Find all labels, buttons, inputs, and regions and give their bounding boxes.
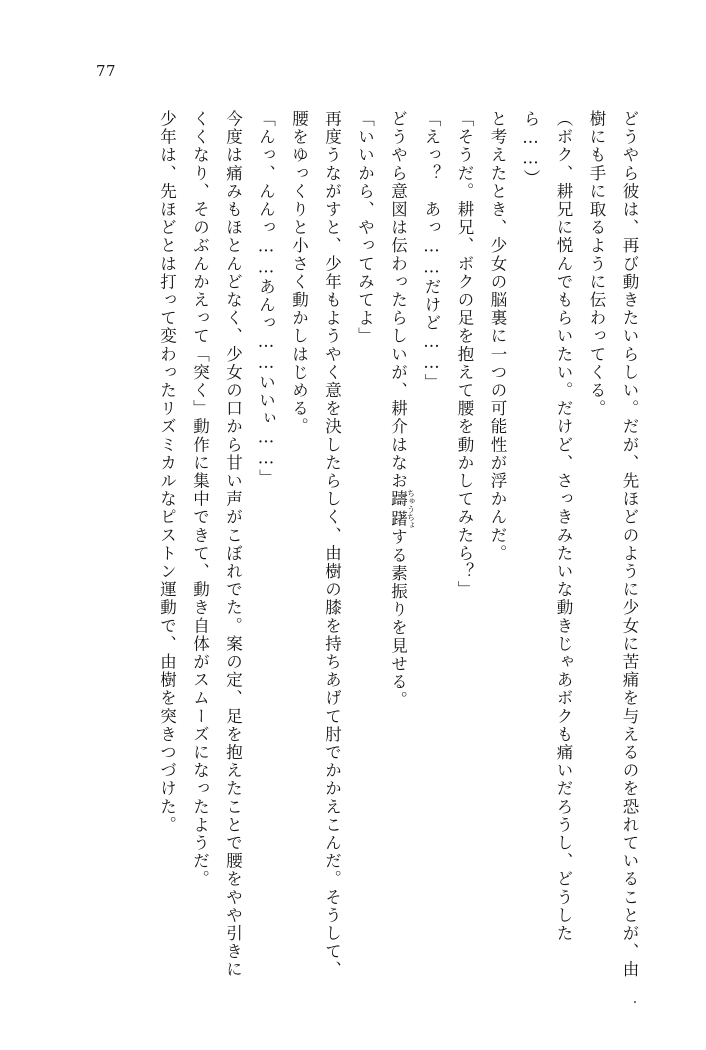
ruby-base: 躊躇 bbox=[388, 489, 408, 530]
page-body-text bbox=[46, 110, 646, 990]
ruby-text: ちゅうちょ bbox=[406, 489, 416, 530]
paragraph: 「んっ、んんっ……あんっ……いいぃ……」 bbox=[256, 110, 276, 487]
ruby-annotation bbox=[388, 489, 416, 530]
paragraph: 「えっ？ あっ……だけど……」 bbox=[422, 110, 441, 392]
paragraph: 再度うながすと、少年もようやく意を決したらしく、由樹の膝を持ちあげて肘でかかえこんだ。そうして、腰をゆっくりと小さく動かしはじめる。 bbox=[289, 110, 342, 979]
paragraph: どうやら彼は、再び動きたいらしい。だが、先ほどのように少女に苦痛を与えるのを恐れていることが、由樹にも手に取るように伝わってくる。 bbox=[587, 110, 639, 979]
page-corner-mark bbox=[634, 1001, 636, 1003]
paragraph: 「そうだ。耕兄、ボクの足を抱えて腰を動かしてみたら？」 bbox=[455, 110, 474, 599]
paragraph: 「いいから、やってみてよ」 bbox=[355, 110, 375, 346]
paragraph-text-after-ruby: する素振りを見せる。 bbox=[388, 528, 408, 710]
paragraph-with-ruby bbox=[382, 110, 416, 990]
paragraph-text-before-ruby: どうやら意図は伝わったらしいが、耕介はなお bbox=[388, 110, 408, 491]
paragraph: 今度は痛みもほとんどなく、少女の口から甘い声がこぼれでた。案の定、足を抱えたことで腰をやや引きにくくなり、そのぶんかえって「突く」動作に集中できて、動き自体がスムーズになったようだ。 bbox=[190, 110, 243, 979]
paragraph: 少年は、先ほどとは打って変わったリズミカルなピストン運動で、由樹を突きつづけた。 bbox=[157, 110, 177, 834]
paragraph: （ボク、耕兄に悦んでもらいたい。だけど、さっきみたいな動きじゃあボクも痛いだろうし、どうしたら……） bbox=[521, 110, 573, 943]
paragraph: と考えたとき、少女の脳裏に一つの可能性が浮かんだ。 bbox=[488, 110, 507, 563]
page-number: 77 bbox=[96, 62, 117, 80]
